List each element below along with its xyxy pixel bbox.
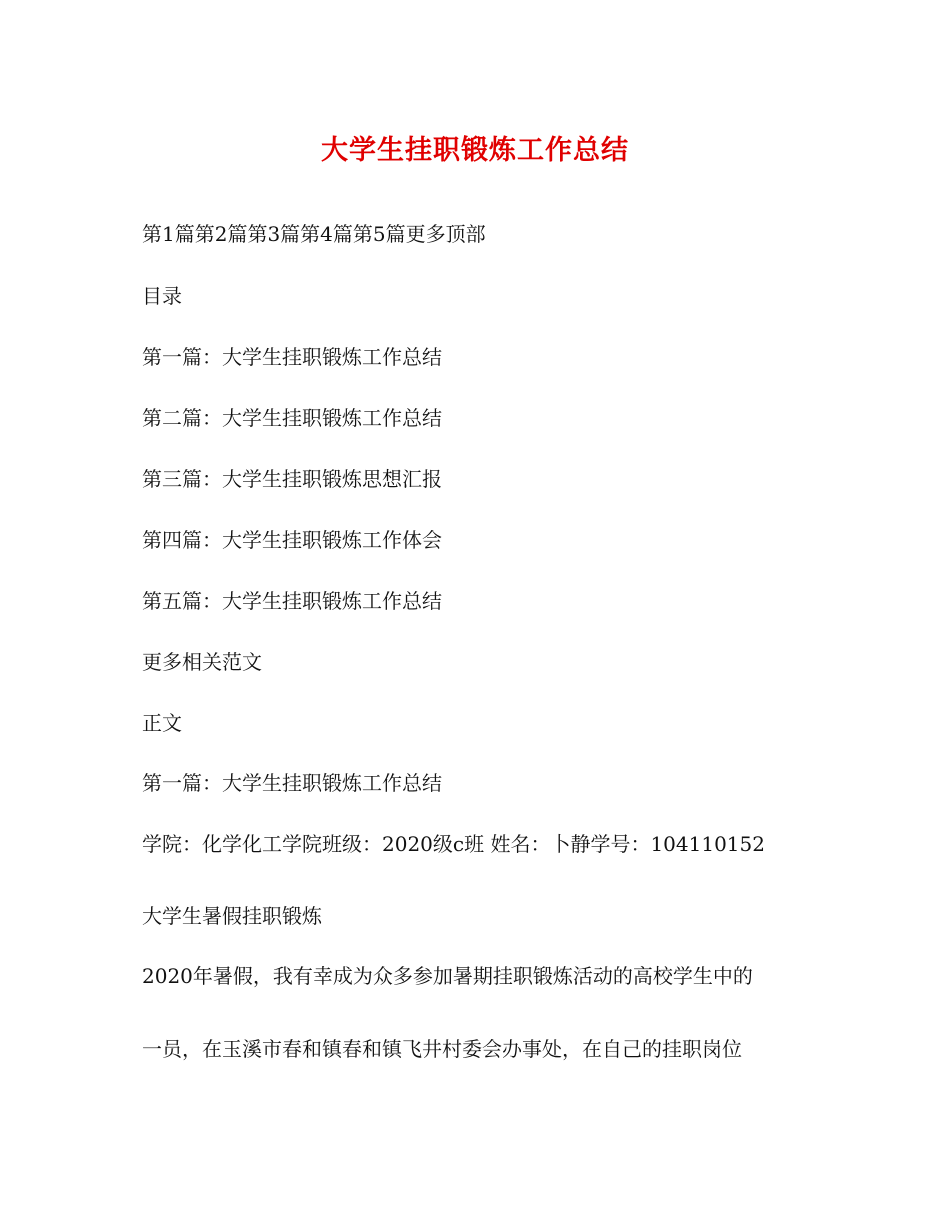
- toc-heading: 目录: [142, 284, 182, 308]
- toc-item[interactable]: 第二篇：大学生挂职锻炼工作总结: [142, 406, 442, 430]
- author-info: 学院：化学化工学院班级：2020级c班 姓名：卜静学号：104110152: [142, 832, 765, 856]
- article-subtitle: 大学生暑假挂职锻炼: [142, 904, 322, 928]
- paragraph-line: 一员，在玉溪市春和镇春和镇飞井村委会办事处，在自己的挂职岗位: [142, 1037, 742, 1061]
- toc-item[interactable]: 第一篇：大学生挂职锻炼工作总结: [142, 345, 442, 369]
- article-heading: 第一篇：大学生挂职锻炼工作总结: [142, 771, 442, 795]
- toc-item[interactable]: 第五篇：大学生挂职锻炼工作总结: [142, 589, 442, 613]
- more-related-link[interactable]: 更多相关范文: [142, 650, 262, 674]
- toc-item[interactable]: 第四篇：大学生挂职锻炼工作体会: [142, 528, 442, 552]
- toc-item[interactable]: 第三篇：大学生挂职锻炼思想汇报: [142, 467, 442, 491]
- section-nav-links[interactable]: 第1篇第2篇第3篇第4篇第5篇更多顶部: [142, 222, 486, 246]
- body-heading: 正文: [142, 711, 182, 735]
- document-title: 大学生挂职锻炼工作总结: [321, 135, 629, 166]
- paragraph-line: 2020年暑假，我有幸成为众多参加暑期挂职锻炼活动的高校学生中的: [142, 964, 753, 988]
